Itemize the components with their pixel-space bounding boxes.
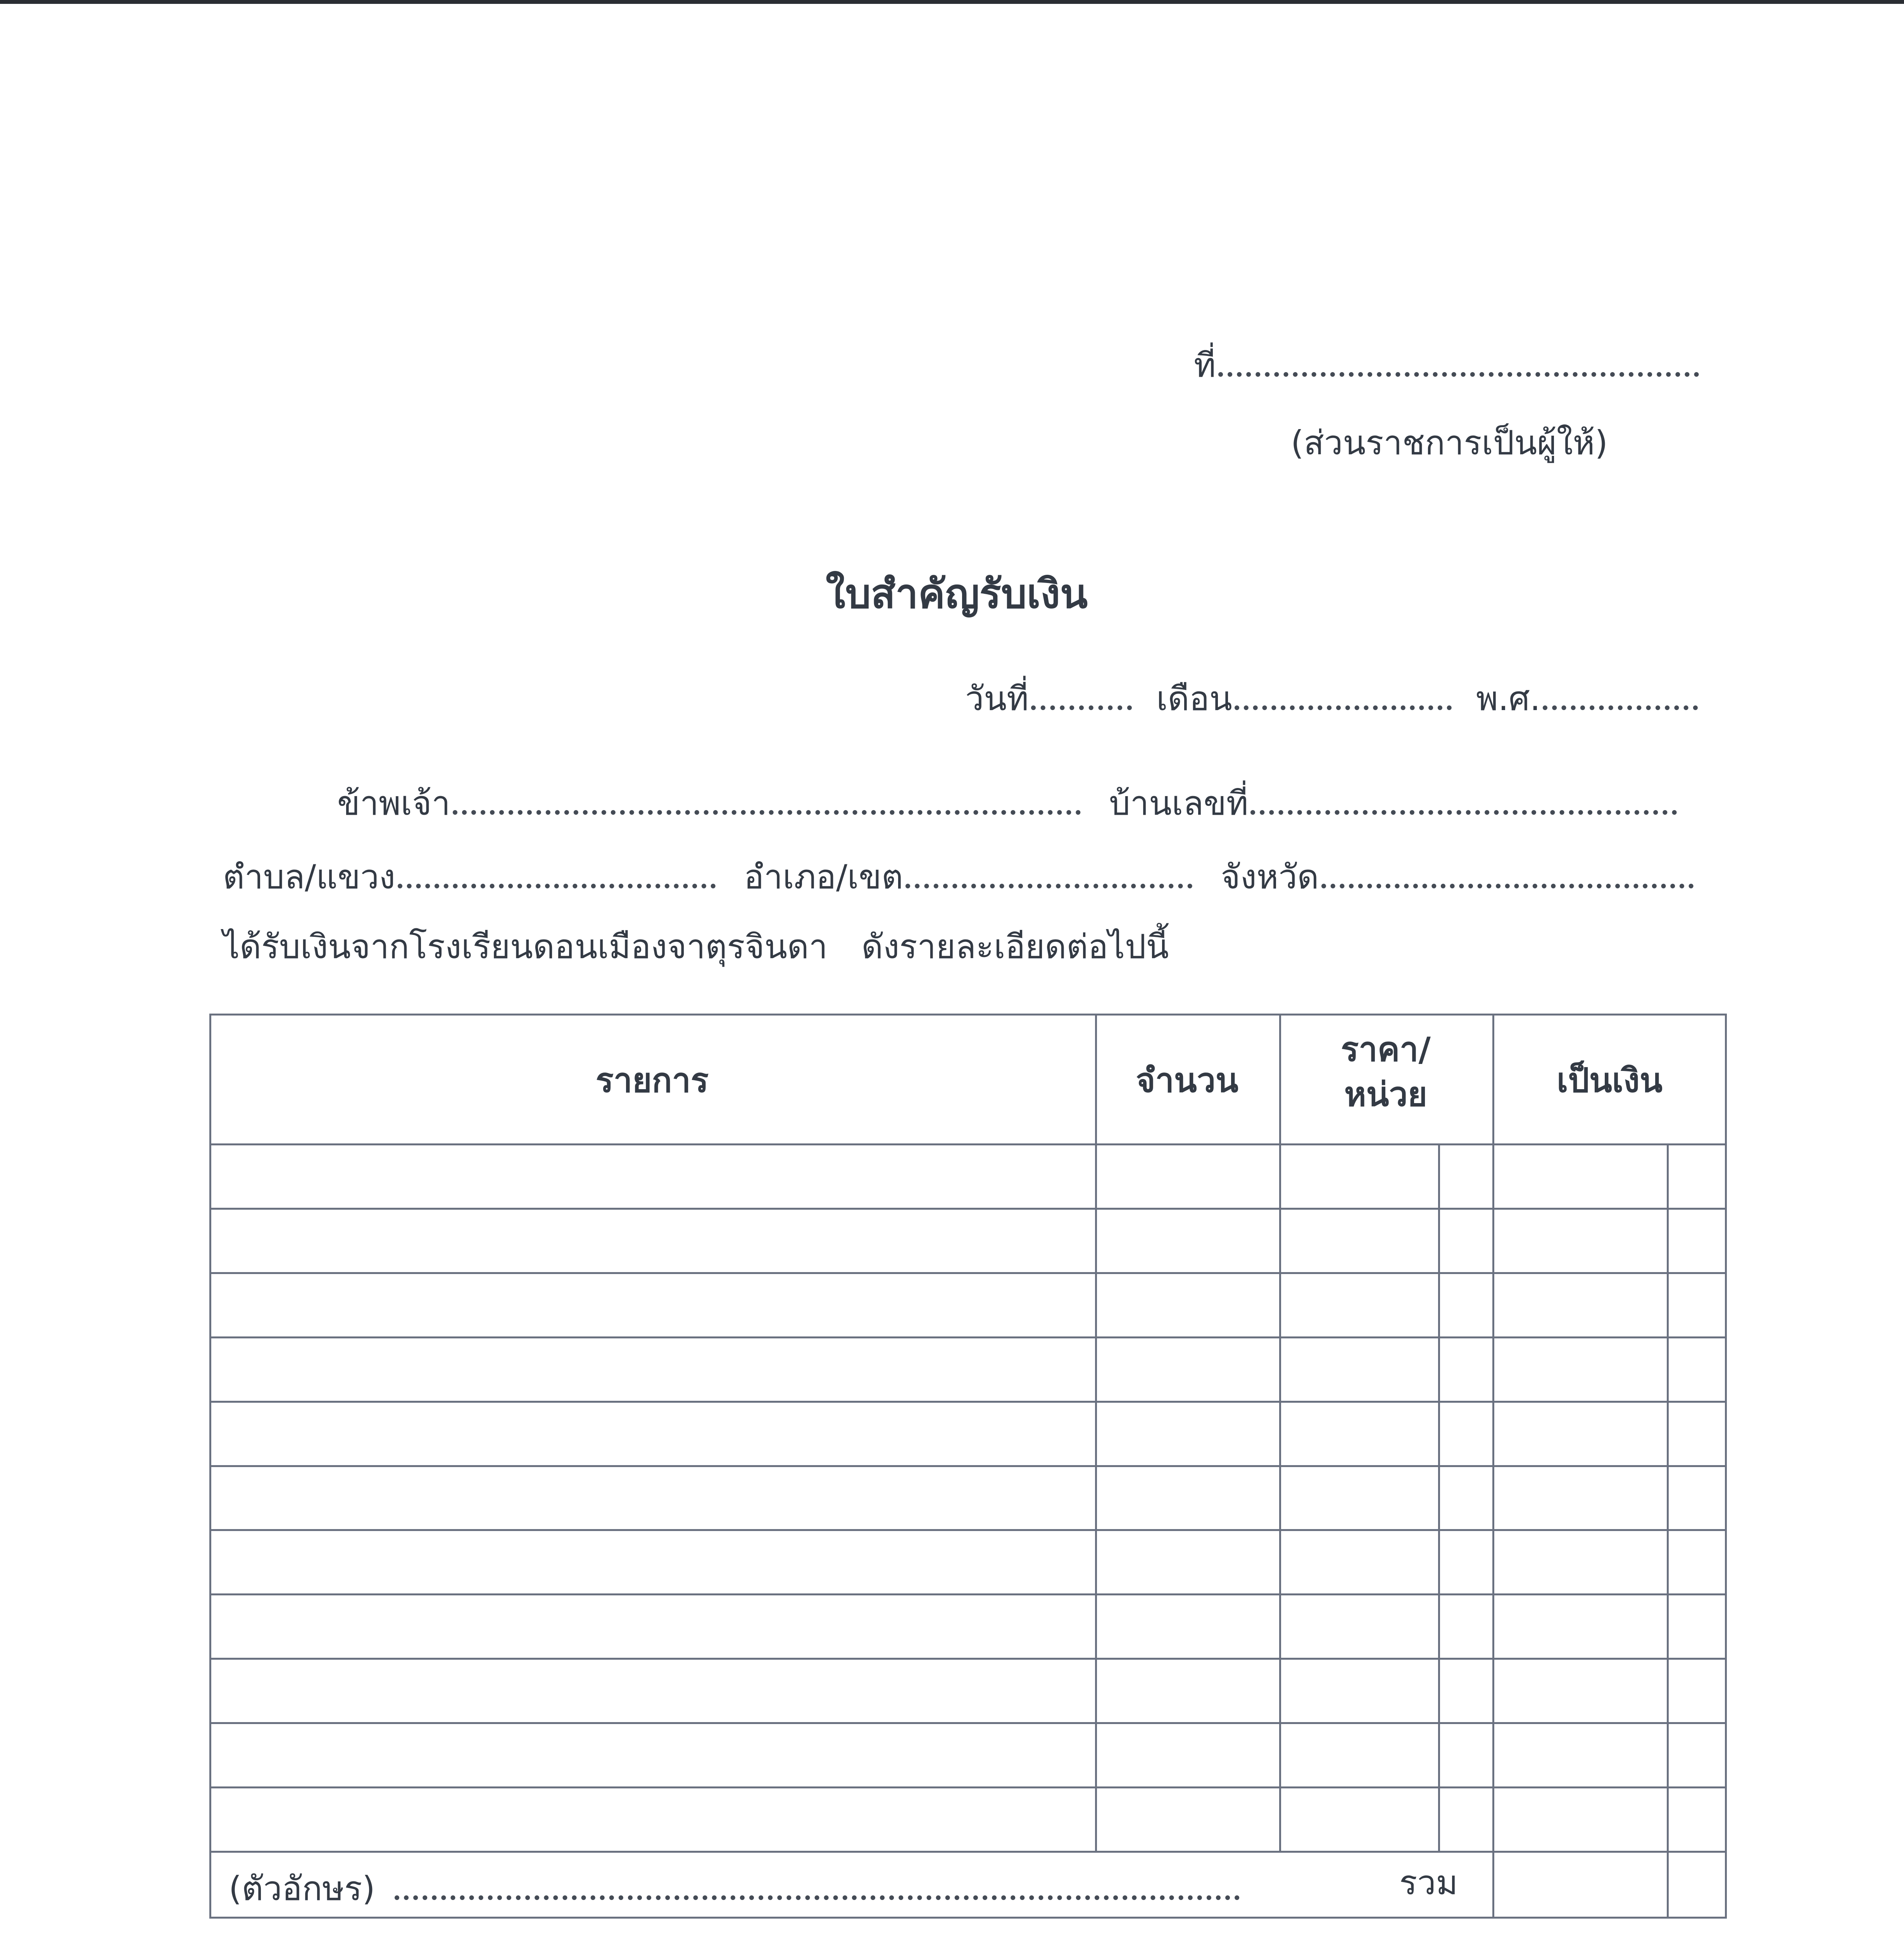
document-number-blank[interactable] [1218, 372, 1699, 377]
district-label: อำเภอ/เขต [744, 858, 903, 897]
province-blank[interactable] [1321, 884, 1694, 888]
col-divider-quantity-price [1279, 1014, 1281, 1851]
col-divider-item-quantity [1095, 1014, 1097, 1851]
table-row[interactable] [211, 1660, 1725, 1722]
total-label: รวม [1399, 1864, 1458, 1902]
col-divider-amount-satang [1667, 1143, 1669, 1919]
document-number-note: (ส่วนราชการเป็นผู้ให้) [1291, 424, 1608, 462]
subdistrict-blank[interactable] [398, 884, 716, 888]
day-label: วันที่ [965, 679, 1029, 718]
house-no-blank[interactable] [1250, 810, 1677, 815]
scan-top-edge [0, 0, 1904, 4]
col-divider-price-amount [1492, 1014, 1494, 1919]
total-amount-cell[interactable] [1494, 1853, 1667, 1917]
table-row[interactable] [211, 1210, 1725, 1272]
year-label: พ.ศ. [1476, 679, 1541, 718]
amount-in-words-field [229, 1869, 1242, 1908]
table-row[interactable] [211, 1274, 1725, 1336]
district-blank[interactable] [905, 884, 1192, 888]
header-item: รายการ [595, 1061, 709, 1100]
header-unit-price-line1: ราคา/ [1341, 1030, 1431, 1069]
payee-name-label: ข้าพเจ้า [337, 784, 450, 823]
document-title: ใบสำคัญรับเงิน [826, 570, 1088, 617]
house-no-label: บ้านเลขที่ [1109, 784, 1249, 823]
total-satang-cell[interactable] [1669, 1853, 1725, 1917]
table-row[interactable] [211, 1467, 1725, 1529]
amount-in-words-label: (ตัวอักษร) [229, 1869, 375, 1908]
subdistrict-label: ตำบล/แขวง [223, 858, 395, 897]
province-label: จังหวัด [1221, 858, 1319, 897]
payee-address-line [223, 858, 1696, 897]
payee-name-blank[interactable] [453, 810, 1081, 815]
header-quantity: จำนวน [1136, 1061, 1238, 1100]
table-row[interactable] [211, 1145, 1725, 1208]
col-divider-price-satang [1438, 1143, 1440, 1851]
day-blank[interactable] [1031, 705, 1132, 710]
date-line [965, 679, 1700, 718]
received-from-text: ได้รับเงินจากโรงเรียนดอนเมืองจาตุรจินดา [223, 928, 828, 966]
details-follow-text: ดังรายละเอียดต่อไปนี้ [861, 928, 1169, 966]
header-unit-price-line2: หน่วย [1344, 1075, 1428, 1114]
table-row[interactable] [211, 1531, 1725, 1593]
table-row[interactable] [211, 1595, 1725, 1658]
table-row[interactable] [211, 1338, 1725, 1401]
table-row[interactable] [211, 1788, 1725, 1851]
document-number-field [1194, 346, 1701, 385]
header-unit-price [1279, 1027, 1492, 1117]
document-number-label: ที่ [1194, 346, 1216, 385]
payee-name-line [337, 784, 1679, 823]
year-blank[interactable] [1543, 705, 1698, 710]
received-from-line [223, 930, 1169, 964]
header-amount: เป็นเงิน [1557, 1061, 1663, 1100]
table-row[interactable] [211, 1724, 1725, 1786]
month-label: เดือน [1156, 679, 1232, 718]
table-row[interactable] [211, 1403, 1725, 1465]
amount-in-words-blank[interactable] [395, 1895, 1240, 1900]
month-blank[interactable] [1235, 705, 1452, 710]
